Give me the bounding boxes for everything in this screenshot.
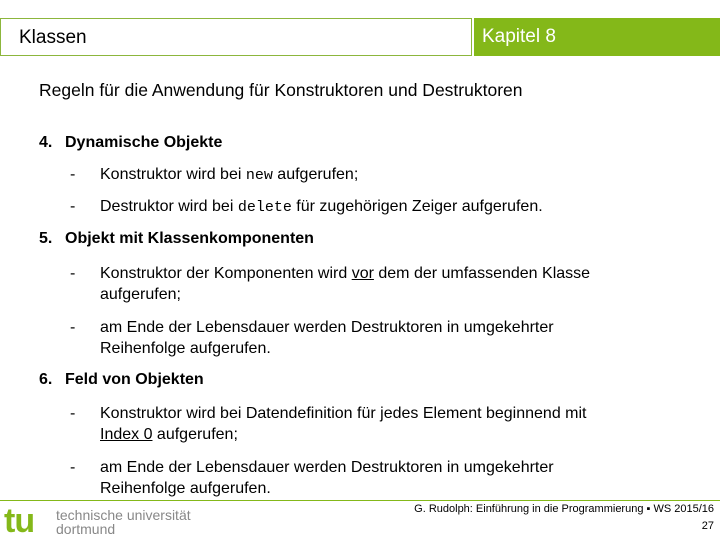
- item-text: Reihenfolge aufgerufen.: [100, 340, 271, 357]
- section-heading-5: [39, 230, 314, 248]
- section-title: Feld von Objekten: [65, 371, 204, 388]
- item-text: dem der umfassenden Klasse: [373, 265, 591, 282]
- header-chapter-name: Klassen: [19, 27, 87, 48]
- bullet-dash: -: [70, 166, 76, 183]
- bullet-dash: -: [70, 198, 76, 215]
- item-text: Konstruktor wird bei: [100, 166, 246, 183]
- section-heading-6: [39, 371, 204, 389]
- item-text: für zugehörigen Zeiger aufgerufen.: [291, 198, 543, 215]
- section-number: 5.: [39, 230, 53, 247]
- logo-wordmark: [56, 508, 191, 536]
- item-text: aufgerufen;: [100, 286, 181, 303]
- header-right-box: [474, 18, 720, 56]
- bullet-dash: -: [70, 459, 76, 476]
- header-left-box: [0, 18, 472, 56]
- code-keyword: new: [245, 167, 273, 184]
- section-title: Objekt mit Klassenkomponenten: [65, 230, 314, 247]
- footer-divider: [0, 500, 720, 501]
- section-title: Dynamische Objekte: [65, 134, 223, 151]
- bullet-dash: -: [70, 265, 76, 282]
- bullet-dash: -: [70, 319, 76, 336]
- item-text: am Ende der Lebensdauer werden Destruktoren in umgekehrter: [100, 459, 554, 476]
- section-number: 6.: [39, 371, 53, 388]
- university-logo: [4, 502, 204, 540]
- item-text: aufgerufen;: [272, 166, 359, 183]
- slide-title: Regeln für die Anwendung für Konstruktoren und Destruktoren: [39, 80, 523, 100]
- logo-line-2: dortmund: [56, 521, 116, 537]
- footer-credit: G. Rudolph: Einführung in die Programmierung ▪ WS 2015/16: [414, 503, 714, 515]
- item-text: am Ende der Lebensdauer werden Destruktoren in umgekehrter: [100, 319, 554, 336]
- item-text: Konstruktor der Komponenten wird: [100, 265, 352, 282]
- item-text: Konstruktor wird bei Datendefinition für jedes Element beginnend mit: [100, 405, 587, 422]
- tu-logo-icon: tu: [4, 502, 35, 540]
- item-text: Reihenfolge aufgerufen.: [100, 480, 271, 497]
- section-heading-4: [39, 134, 222, 152]
- emphasis-underline: Index 0: [100, 426, 153, 443]
- bullet-dash: -: [70, 405, 76, 422]
- code-keyword: delete: [237, 199, 292, 216]
- item-text: Destruktor wird bei: [100, 198, 238, 215]
- section-number: 4.: [39, 134, 53, 151]
- logo-line-1: technische universität: [56, 507, 191, 523]
- emphasis-underline: vor: [351, 265, 374, 282]
- item-text: aufgerufen;: [152, 426, 238, 443]
- page-number: 27: [701, 520, 714, 532]
- header-chapter-number: Kapitel 8: [482, 26, 556, 47]
